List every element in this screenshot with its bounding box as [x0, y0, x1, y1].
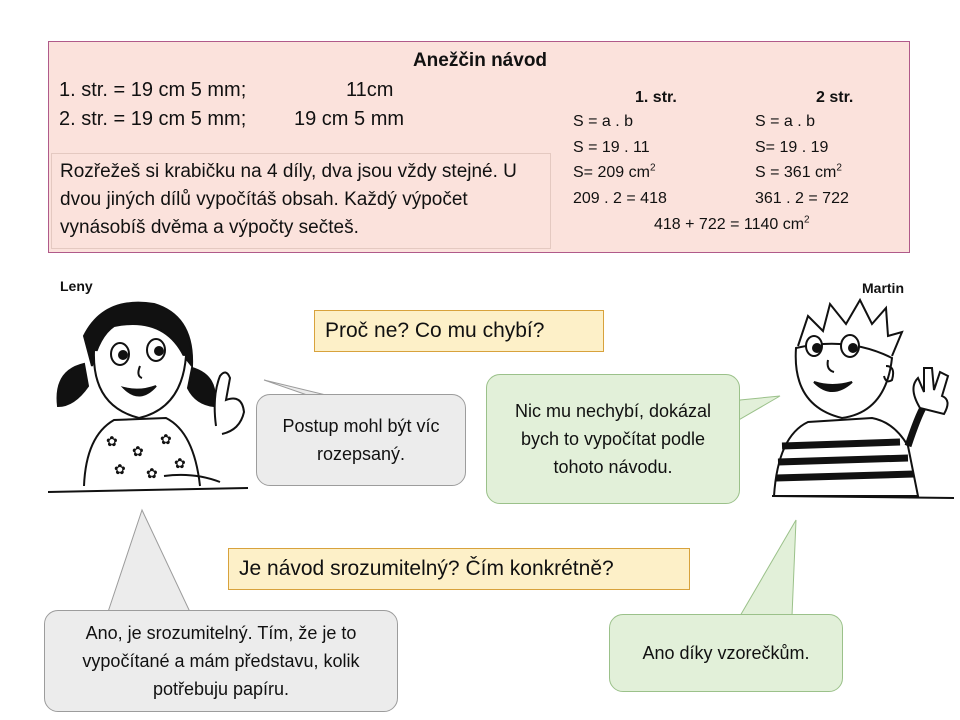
boy-illustration	[768, 296, 958, 516]
col2-header: 2 str.	[816, 89, 854, 106]
col1-result: S= 209 $cm^2$	[573, 162, 656, 181]
martin-top-bubble: Nic mu nechybí, dokázal bych to vypočítat podle tohoto návodu.	[486, 374, 740, 504]
side1-value: 11cm	[346, 79, 394, 101]
col2-result: S = 361 $cm^2$	[755, 162, 842, 181]
instruction-text: Rozřežeš si krabičku na 4 díly, dva jsou vždy stejné. U dvou jiných dílů vypočítáš obsah. Každý výpočet vynásobíš dvěma a výpočty sečteš.	[51, 153, 551, 249]
svg-text:✿: ✿	[114, 461, 126, 477]
leny-bottom-bubble: Ano, je srozumitelný. Tím, že je to vypočítané a mám představu, kolik potřebuju papíru.	[44, 610, 398, 712]
svg-text:✿: ✿	[174, 455, 186, 471]
total-sum: 418 + 722 = 1140 $cm^2$	[654, 214, 810, 233]
martin-bottom-bubble: Ano díky vzorečkům.	[609, 614, 843, 692]
side1-measure: 1. str. = 19 cm 5 mm;	[59, 79, 247, 101]
leny-name: Leny	[60, 278, 93, 294]
question-missing: Proč ne? Co mu chybí?	[314, 310, 604, 352]
svg-text:✿: ✿	[132, 443, 144, 459]
col1-formula: S = a . b	[573, 113, 634, 130]
side2-measure: 2. str. = 19 cm 5 mm;	[59, 108, 247, 130]
question-understandable: Je návod srozumitelný? Čím konkrétně?	[228, 548, 690, 590]
col2-substitution: S= 19 . 19	[755, 139, 829, 156]
girl-illustration	[44, 296, 254, 496]
col1-substitution: S = 19 . 11	[573, 139, 650, 156]
col2-doubled: 361 . 2 = 722	[755, 190, 849, 207]
instruction-panel	[48, 41, 910, 253]
martin-name: Martin	[862, 280, 904, 296]
svg-text:✿: ✿	[160, 431, 172, 447]
side2-value: 19 cm 5 mm	[294, 108, 405, 130]
col1-doubled: 209 . 2 = 418	[573, 190, 667, 207]
svg-text:✿: ✿	[106, 433, 118, 449]
leny-top-bubble: Postup mohl být víc rozepsaný.	[256, 394, 466, 486]
panel-title: Anežčin návod	[412, 50, 548, 71]
col1-header: 1. str.	[635, 89, 677, 106]
svg-text:✿: ✿	[146, 465, 158, 481]
col2-formula: S = a . b	[755, 113, 816, 130]
